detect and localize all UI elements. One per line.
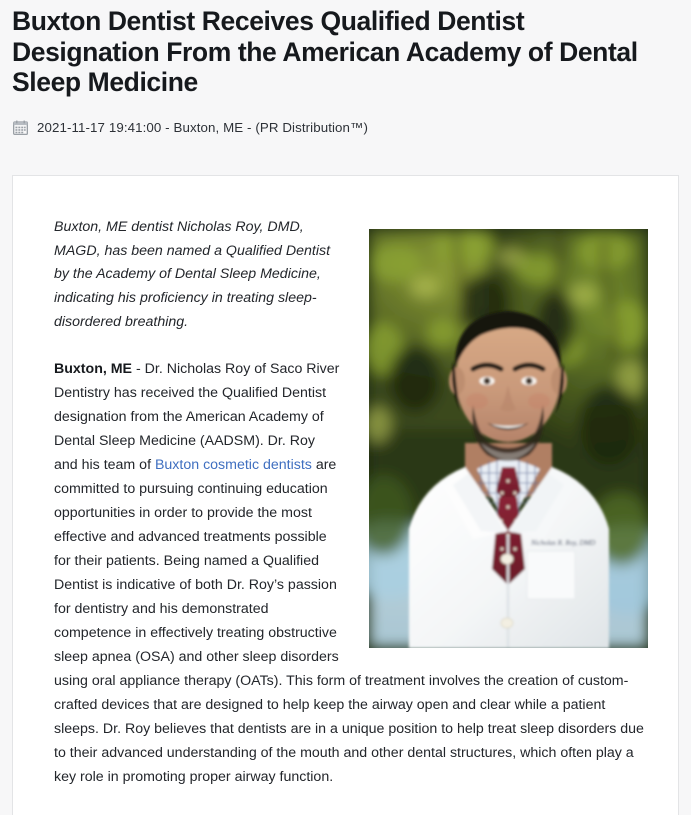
dateline-separator: - [132,360,145,377]
article-dateline: Buxton, ME [54,360,133,377]
article-lede: Buxton, ME dentist Nicholas Roy, DMD, MAGD, has been named a Qualified Dentist by the Academy of Dental Sleep Medicine, indicating his proficiency in treating sleep-disordered breathing. [54,219,331,330]
article-body-part-1: Dr. Nicholas Roy of Saco River Dentistry has received the Qualified Dentist designation from the American Academy of Dental Sleep Medicine (AADSM). Dr. Roy and his team of [54,360,340,473]
page-title: Buxton Dentist Receives Qualified Dentist Designation From the American Academy of Dental Sleep Medicine [12,6,638,98]
article-card [12,175,679,815]
headline-container [0,0,691,98]
buxton-cosmetic-dentists-link[interactable]: Buxton cosmetic dentists [154,456,312,473]
article-content [46,216,648,789]
article-meta [0,98,691,138]
article-portrait-image [369,229,648,648]
article-body-part-2: are committed to pursuing continuing education opportunities in order to provide the most effective and advanced treatments possible for their patients. Being named a Qualified Dentist is indicative of both Dr. Roy’s passion for dentistry and his demonstrated competence in effectively treating obstructive sleep apnea (OSA) and other sleep disorders using oral appliance therapy (OATs). This form of treatment involves the creation of custom-crafted devices that are designed to help keep the airway open and clear while a patient sleeps. Dr. Roy believes that dentists are in a unique position to help treat sleep disorders due to their advanced understanding of the mouth and other dental structures, which often play a key role in promoting proper airway function. [54,456,644,785]
svg-text:Nicholas R. Roy, DMD: Nicholas R. Roy, DMD [531,539,596,547]
calendar-icon [13,120,28,135]
article-meta-text: 2021-11-17 19:41:00 - Buxton, ME - (PR Distribution™) [37,119,368,135]
